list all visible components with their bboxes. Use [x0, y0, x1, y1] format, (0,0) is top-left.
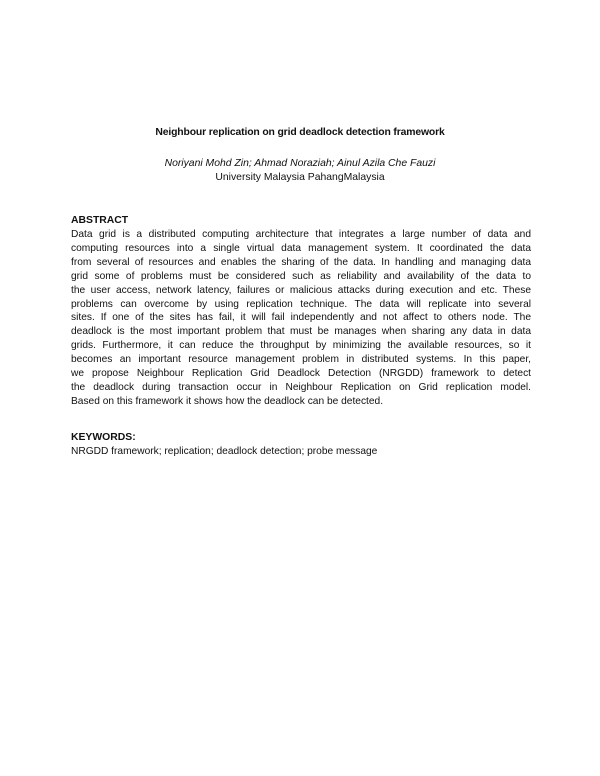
keywords-text: NRGDD framework; replication; deadlock detection; probe message [71, 446, 378, 457]
abstract-line: problems can overcome by using replication technique. The data will replicate into several [71, 298, 531, 310]
abstract-line: computing resources into a single virtual data management system. It coordinated the data [71, 242, 531, 254]
abstract-line: deadlock is the most important problem that must be manages when sharing any data in data [71, 326, 531, 338]
abstract-line: grids. Furthermore, it can reduce the throughput by minimizing the available resources, so it [71, 340, 531, 352]
keywords-heading: KEYWORDS: [71, 432, 136, 443]
abstract-line: sites. If one of the sites has fail, it will fail independently and not affect to others node. The [71, 312, 531, 324]
abstract-heading: ABSTRACT [71, 215, 129, 226]
abstract-line: from several of resources and enables the sharing of the data. In handling and managing data [71, 256, 531, 268]
abstract-line: Based on this framework it shows how the deadlock can be detected. [71, 395, 384, 407]
abstract-line: the user access, network latency, failures or malicious attacks during execution and etc. These [71, 284, 531, 296]
paper-affiliation: University Malaysia PahangMalaysia [215, 172, 385, 183]
paper-title: Neighbour replication on grid deadlock detection framework [155, 127, 445, 138]
abstract-line: we propose Neighbour Replication Grid Deadlock Detection (NRGDD) framework to detect [71, 368, 531, 380]
abstract-line: becomes an important resource management problem in distributed systems. In this paper, [71, 354, 531, 366]
abstract-line: the deadlock during transaction occur in Neighbour Replication on Grid replication model. [71, 381, 531, 393]
paper-authors: Noriyani Mohd Zin; Ahmad Noraziah; Ainul Azila Che Fauzi [164, 158, 436, 169]
abstract-line: grid some of problems must be considered such as reliability and availability of the data to [71, 270, 531, 282]
abstract-line: Data grid is a distributed computing architecture that integrates a large number of data and [71, 229, 531, 240]
abstract-body [71, 228, 531, 409]
